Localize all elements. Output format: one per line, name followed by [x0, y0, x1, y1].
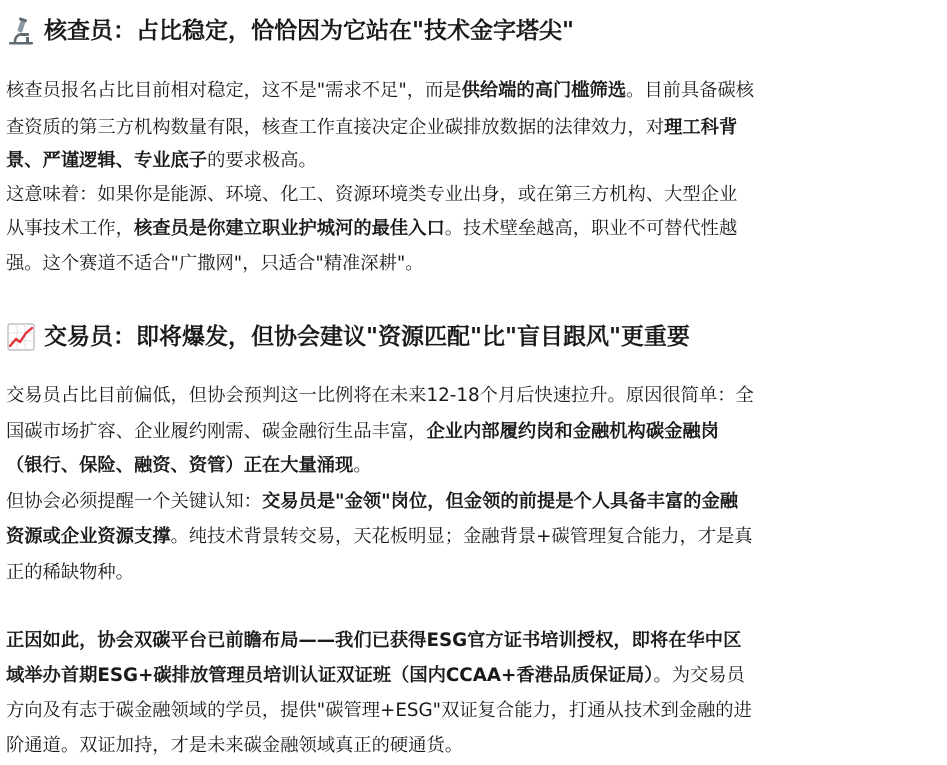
bold-text-segment: 资源或企业资源支撑 — [6, 526, 171, 547]
closing-para-line1 — [6, 628, 741, 654]
bold-text-segment: 交易员是"金领"岗位，但金领的前提是个人具备丰富的金融 — [261, 491, 739, 512]
text-segment: 正的稀缺物种。 — [6, 562, 134, 583]
bold-text-segment: 域举办首期ESG+碳排放管理员培训认证双证班（国内CCAA+香港品质保证局） — [6, 665, 654, 686]
section-heading-verifier — [6, 16, 574, 46]
text-segment: 交易员占比目前偏低，但协会预判这一比例将在未来12-18个月后快速拉升。原因很简单：全 — [6, 385, 754, 406]
text-segment: 但协会必须提醒一个关键认知： — [6, 491, 262, 512]
section1-para2-line3 — [6, 251, 424, 277]
closing-para-line2 — [6, 663, 745, 689]
text-segment: 的要求极高。 — [207, 150, 317, 171]
section2-para1-line1 — [6, 383, 754, 409]
bold-text-segment: 理工科背 — [664, 117, 738, 138]
text-segment: 。目前具备碳核 — [626, 80, 755, 101]
closing-para-line3 — [6, 698, 752, 724]
section2-para2-line2 — [6, 524, 753, 550]
microscope-icon — [6, 16, 36, 46]
bold-text-segment: （银行、保险、融资、资管）正在大量涌现 — [6, 455, 354, 476]
section2-para1-line2 — [6, 419, 719, 445]
section1-para1-line2 — [6, 115, 737, 141]
text-segment: 。技术壁垒越高，职业不可替代性越 — [444, 218, 738, 239]
section2-para2-line3 — [6, 560, 134, 586]
text-segment: 方向及有志于碳金融领域的学员，提供"碳管理+ESG"双证复合能力，打通从技术到金融的进 — [6, 700, 752, 721]
text-segment: 。纯技术背景转交易，天花板明显；金融背景+碳管理复合能力，才是真 — [170, 526, 753, 547]
chart-increasing-icon — [6, 322, 36, 352]
text-segment: 。为交易员 — [653, 665, 745, 686]
section1-para2-line2 — [6, 216, 737, 242]
text-segment: 。 — [353, 455, 372, 476]
bold-text-segment: 企业内部履约岗和金融机构碳金融岗 — [426, 421, 719, 442]
closing-para-line4 — [6, 733, 463, 759]
section2-para1-line3 — [6, 453, 372, 479]
bold-text-segment: 供给端的高门槛筛选 — [461, 80, 627, 101]
section1-para1-line1 — [6, 78, 754, 104]
bold-text-segment: 正因如此，协会双碳平台已前瞻布局——我们已获得ESG官方证书培训授权，即将在华中区 — [6, 630, 742, 651]
text-segment: 核查员报名占比目前相对稳定，这不是"需求不足"，而是 — [6, 80, 462, 101]
text-segment: 从事技术工作， — [6, 218, 134, 239]
section1-para1-line3 — [6, 148, 317, 174]
text-segment: 阶通道。双证加持，才是未来碳金融领域真正的硬通货。 — [6, 735, 464, 756]
bold-text-segment: 核查员是你建立职业护城河的最佳入口 — [133, 218, 445, 239]
section2-para2-line1 — [6, 489, 738, 515]
section-heading-text: 交易员：即将爆发，但协会建议"资源匹配"比"盲目跟风"更重要 — [44, 324, 690, 350]
section1-para2-line1 — [6, 182, 737, 208]
text-segment: 强。这个赛道不适合"广撒网"，只适合"精准深耕"。 — [6, 253, 424, 274]
text-segment: 查资质的第三方机构数量有限，核查工作直接决定企业碳排放数据的法律效力，对 — [6, 117, 665, 138]
section-heading-trader — [6, 322, 690, 352]
bold-text-segment: 景、严谨逻辑、专业底子 — [6, 150, 208, 171]
text-segment: 这意味着：如果你是能源、环境、化工、资源环境类专业出身，或在第三方机构、大型企业 — [6, 184, 738, 205]
section-heading-text: 核查员：占比稳定，恰恰因为它站在"技术金字塔尖" — [44, 18, 574, 44]
text-segment: 国碳市场扩容、企业履约刚需、碳金融衍生品丰富， — [6, 421, 427, 442]
